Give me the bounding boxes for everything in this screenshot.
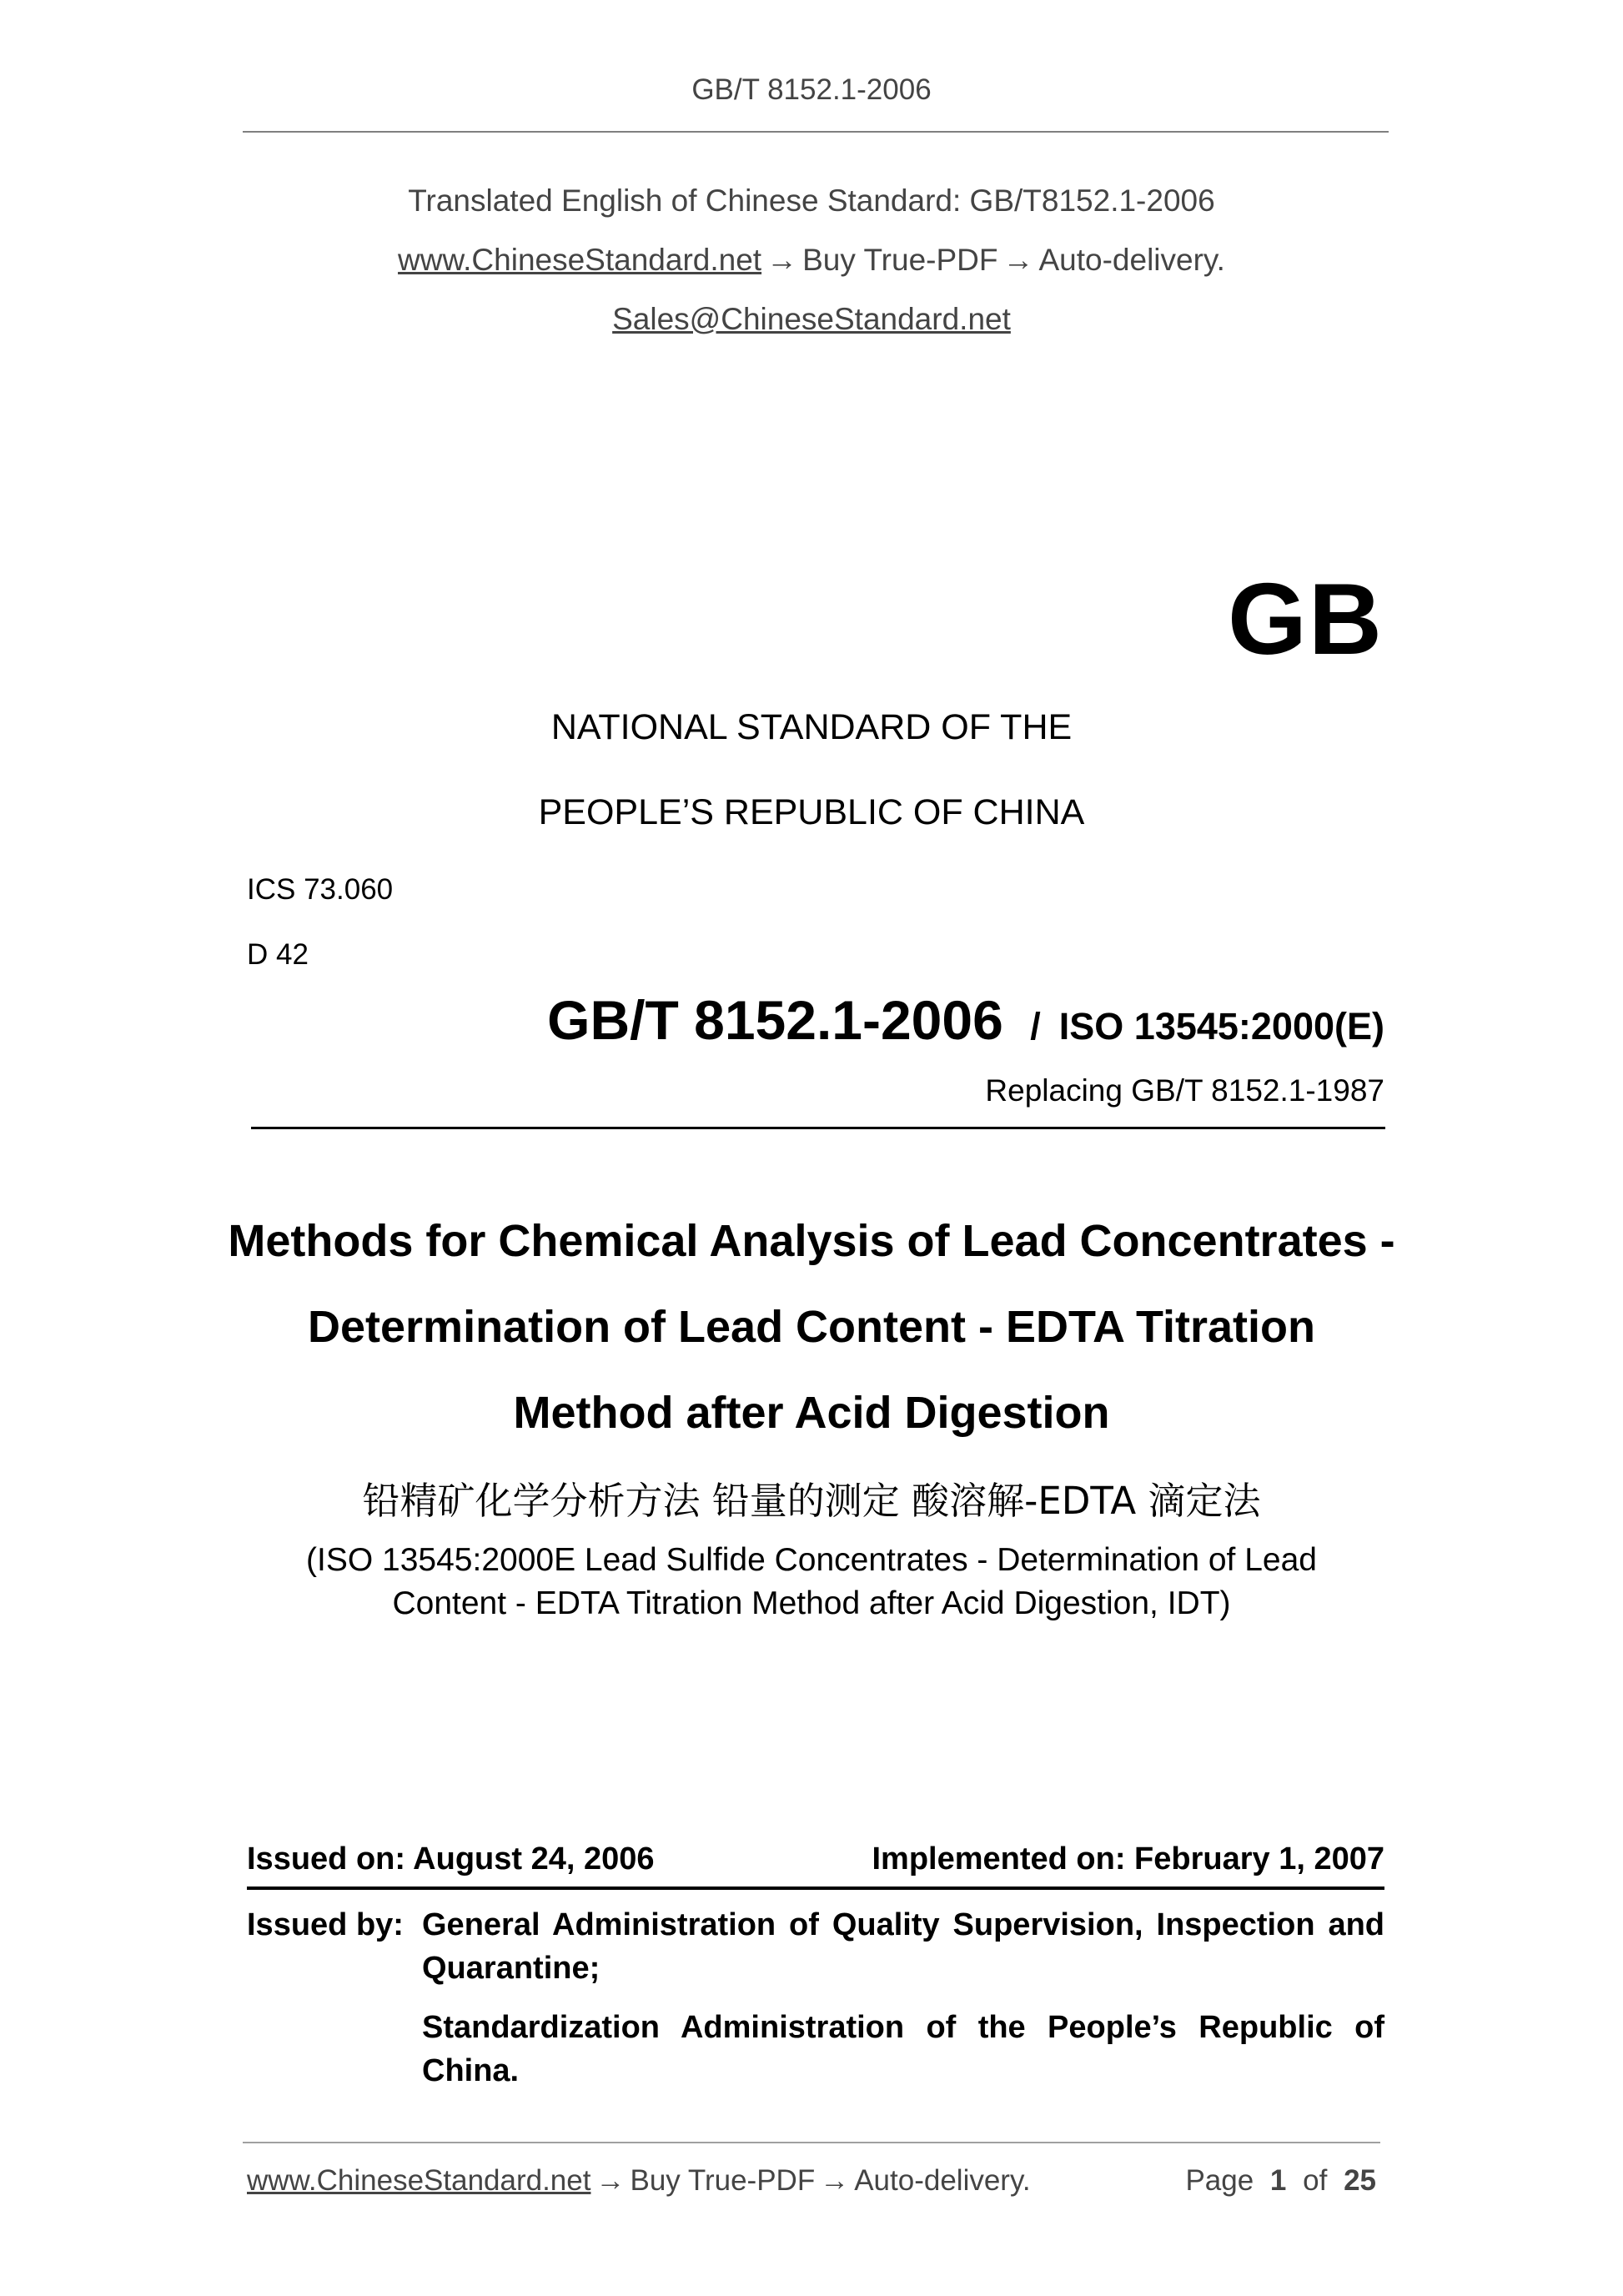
footer-delivery-text: Auto-delivery. <box>854 2164 1031 2197</box>
national-standard-line2: PEOPLE’S REPUBLIC OF CHINA <box>538 792 1085 832</box>
arrow-right-icon: → <box>1002 243 1034 277</box>
running-header: GB/T 8152.1-2006 <box>691 73 932 106</box>
number-divider <box>251 1127 1385 1129</box>
national-standard-line1: NATIONAL STANDARD OF THE <box>550 707 1073 747</box>
issuer-org-2: Standardization Administration of the People’s Republic of China. <box>422 2010 1384 2088</box>
iso-number: ISO 13545:2000(E) <box>1058 1005 1384 1048</box>
ccs-code: D 42 <box>247 938 309 971</box>
issuer-org-1: General Administration of Quality Supervision, Inspection and Quarantine; <box>422 1907 1384 1986</box>
iso-equivalence-note <box>0 1539 1623 1625</box>
standard-number <box>547 988 1384 1052</box>
footer-site-link[interactable]: www.ChineseStandard.net <box>247 2164 591 2197</box>
arrow-right-icon: → <box>595 2164 626 2197</box>
delivery-text: Auto-delivery. <box>1038 243 1225 277</box>
iso-note-line-2: Content - EDTA Titration Method after Acid Digestion, IDT) <box>392 1585 1231 1621</box>
title-line-3: Method after Acid Digestion <box>513 1388 1110 1438</box>
arrow-right-icon: → <box>820 2164 850 2197</box>
buy-line <box>0 243 1623 278</box>
of-label: of <box>1303 2164 1328 2197</box>
replacing-standard: Replacing GB/T 8152.1-1987 <box>985 1073 1384 1108</box>
site-link[interactable]: www.ChineseStandard.net <box>398 243 762 277</box>
footer-divider <box>243 2142 1380 2143</box>
total-pages: 25 <box>1344 2164 1376 2197</box>
gb-number: GB/T 8152.1-2006 <box>547 989 1003 1051</box>
arrow-right-icon: → <box>766 243 798 277</box>
issued-on-date: Issued on: August 24, 2006 <box>247 1841 655 1876</box>
title-line-2: Determination of Lead Content - EDTA Titration <box>308 1302 1315 1352</box>
translation-note: Translated English of Chinese Standard: GB/T8152.1-2006 <box>408 183 1215 218</box>
page-number: 1 <box>1269 2164 1287 2197</box>
issuer-label: Issued by: <box>247 1907 404 1942</box>
page-label: Page <box>1185 2164 1254 2197</box>
buy-text: Buy True-PDF <box>802 243 998 277</box>
gb-logo: GB <box>1228 562 1384 676</box>
chinese-title: 铅精矿化学分析方法 铅量的测定 酸溶解-EDTA 滴定法 <box>362 1479 1261 1523</box>
email-link[interactable]: Sales@ChineseStandard.net <box>612 302 1011 336</box>
ics-code: ICS 73.060 <box>247 873 394 906</box>
implemented-on-date: Implemented on: February 1, 2007 <box>872 1841 1384 1876</box>
title-line-1: Methods for Chemical Analysis of Lead Concentrates - <box>228 1216 1395 1266</box>
iso-note-line-1: (ISO 13545:2000E Lead Sulfide Concentrates - Determination of Lead <box>306 1542 1317 1578</box>
header-divider <box>243 131 1389 133</box>
footer-buy-line <box>247 2164 1031 2198</box>
sales-line <box>0 302 1623 337</box>
dates-divider <box>247 1887 1384 1890</box>
number-separator: / <box>1030 1005 1041 1048</box>
footer-buy-text: Buy True-PDF <box>630 2164 816 2197</box>
page-indicator <box>1185 2164 1376 2198</box>
